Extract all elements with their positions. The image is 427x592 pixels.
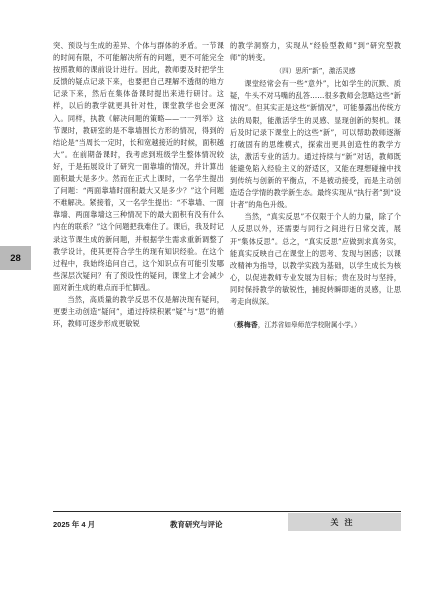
author-name: 蔡梅香: [236, 320, 258, 330]
body-paragraph: 当然，“真实反思”不仅限于个人的力量，除了个人反思以外，还需要与同行之间进行日常交流，展开“集体反思”。总之，“真实反思”应做到求真务实，能真实反映自己在课堂上的思考、发现与困惑；以课改精神为指导，以教学实践为基础，以学生成长为核心，以促进教师专业发展为目标；贵在及时与坚持，同时保持教学的敏锐性，捕捉转瞬即逝的灵感，让思考走向纵深。: [230, 212, 401, 306]
footer-section-label: 关注: [288, 513, 401, 531]
left-text-column: [53, 40, 224, 330]
footer-divider: [53, 511, 401, 512]
author-affiliation: ，江苏省如皋师范学校附属小学。: [257, 321, 355, 330]
body-paragraph-continued: 的教学洞察力，实现从“经验型教师”到“研究型教师”的转变。: [230, 41, 401, 63]
page-number-tab: 28: [0, 246, 31, 270]
footer-journal-title: 教育研究与评论: [170, 520, 223, 529]
body-paragraph: 突、预设与生成的差异、个体与群体的矛盾。一节课的时间有限，不可能解决所有的问题，更不可能完全按照教师的课前设计进行。因此，教师要及时把学生反馈的疑点记录下来，也要把自己理解不透彻的地方记录下来，然后在集体备课时提出来进行研讨。这样，以后的教学就更具针对性，课堂教学也会更深入。同样，执教《解决问题的策略——一一列举》这节课时，教研室的是不靠墙围长方形的情况，得到的结论是“当周长一定时，长和宽越接近的时候，面积越大”。在前期备课时，我考虑到班级学生整体情况较好，于是拓展设计了研究一面靠墙的情况，并计算出面积最大是多少。然而在正式上课时，一名学生提出了问题：“两面靠墙时面积最大又是多少？”这个问题不难解决。紧接着，又一名学生提出：“不靠墙、一面靠墙、两面靠墙这三种情况下的最大面积有没有什么内在的联系？”这个问题把我难住了。课后，我及时记录这节课生成的新问题，并根据学生需求重新调整了教学设计，使其更符合学生的现有知识经验。在这个过程中，我始终追问自己，这个知识点有可能引发哪些深层次疑问？有了预设性的疑问，课堂上才会减少面对新生成的难点而手忙脚乱。: [53, 41, 224, 292]
section-heading: （四）思所“新”，激活灵感: [275, 67, 356, 76]
footer-date: 2025 年 4 月: [53, 520, 96, 529]
right-text-column: [230, 40, 401, 331]
body-paragraph: 课堂经常会有一些“意外”，比如学生的沉默、质疑，牛头不对马嘴的乱答……很多教师会忽略这些“新情况”。但其实正是这些“新情况”，可能暴露出传统方法的局限，能激活学生的灵感、显现创新的契机。课后及时记录下课堂上的这些“新”，可以帮助教师逐渐打破固有的思维模式，探索出更具创造性的教学方法，激活专业的活力。通过持续与“新”对话，教师既能避免陷入经验主义的舒适区，又能在理想碰撞中找到传统与创新的平衡点，不是被动接受，而是主动创造适合学情的教学新生态。最终实现从“执行者”到“设计者”的角色升级。: [230, 79, 401, 210]
body-paragraph: 当然，高质量的教学反思不仅是解决现有疑问，更要主动创造“疑问”，通过持续积累“疑”与“思”的循环，教师可逐步形成更敏锐: [53, 294, 224, 329]
author-note: （蔡梅香，江苏省如皋师范学校附属小学。）: [230, 320, 361, 330]
